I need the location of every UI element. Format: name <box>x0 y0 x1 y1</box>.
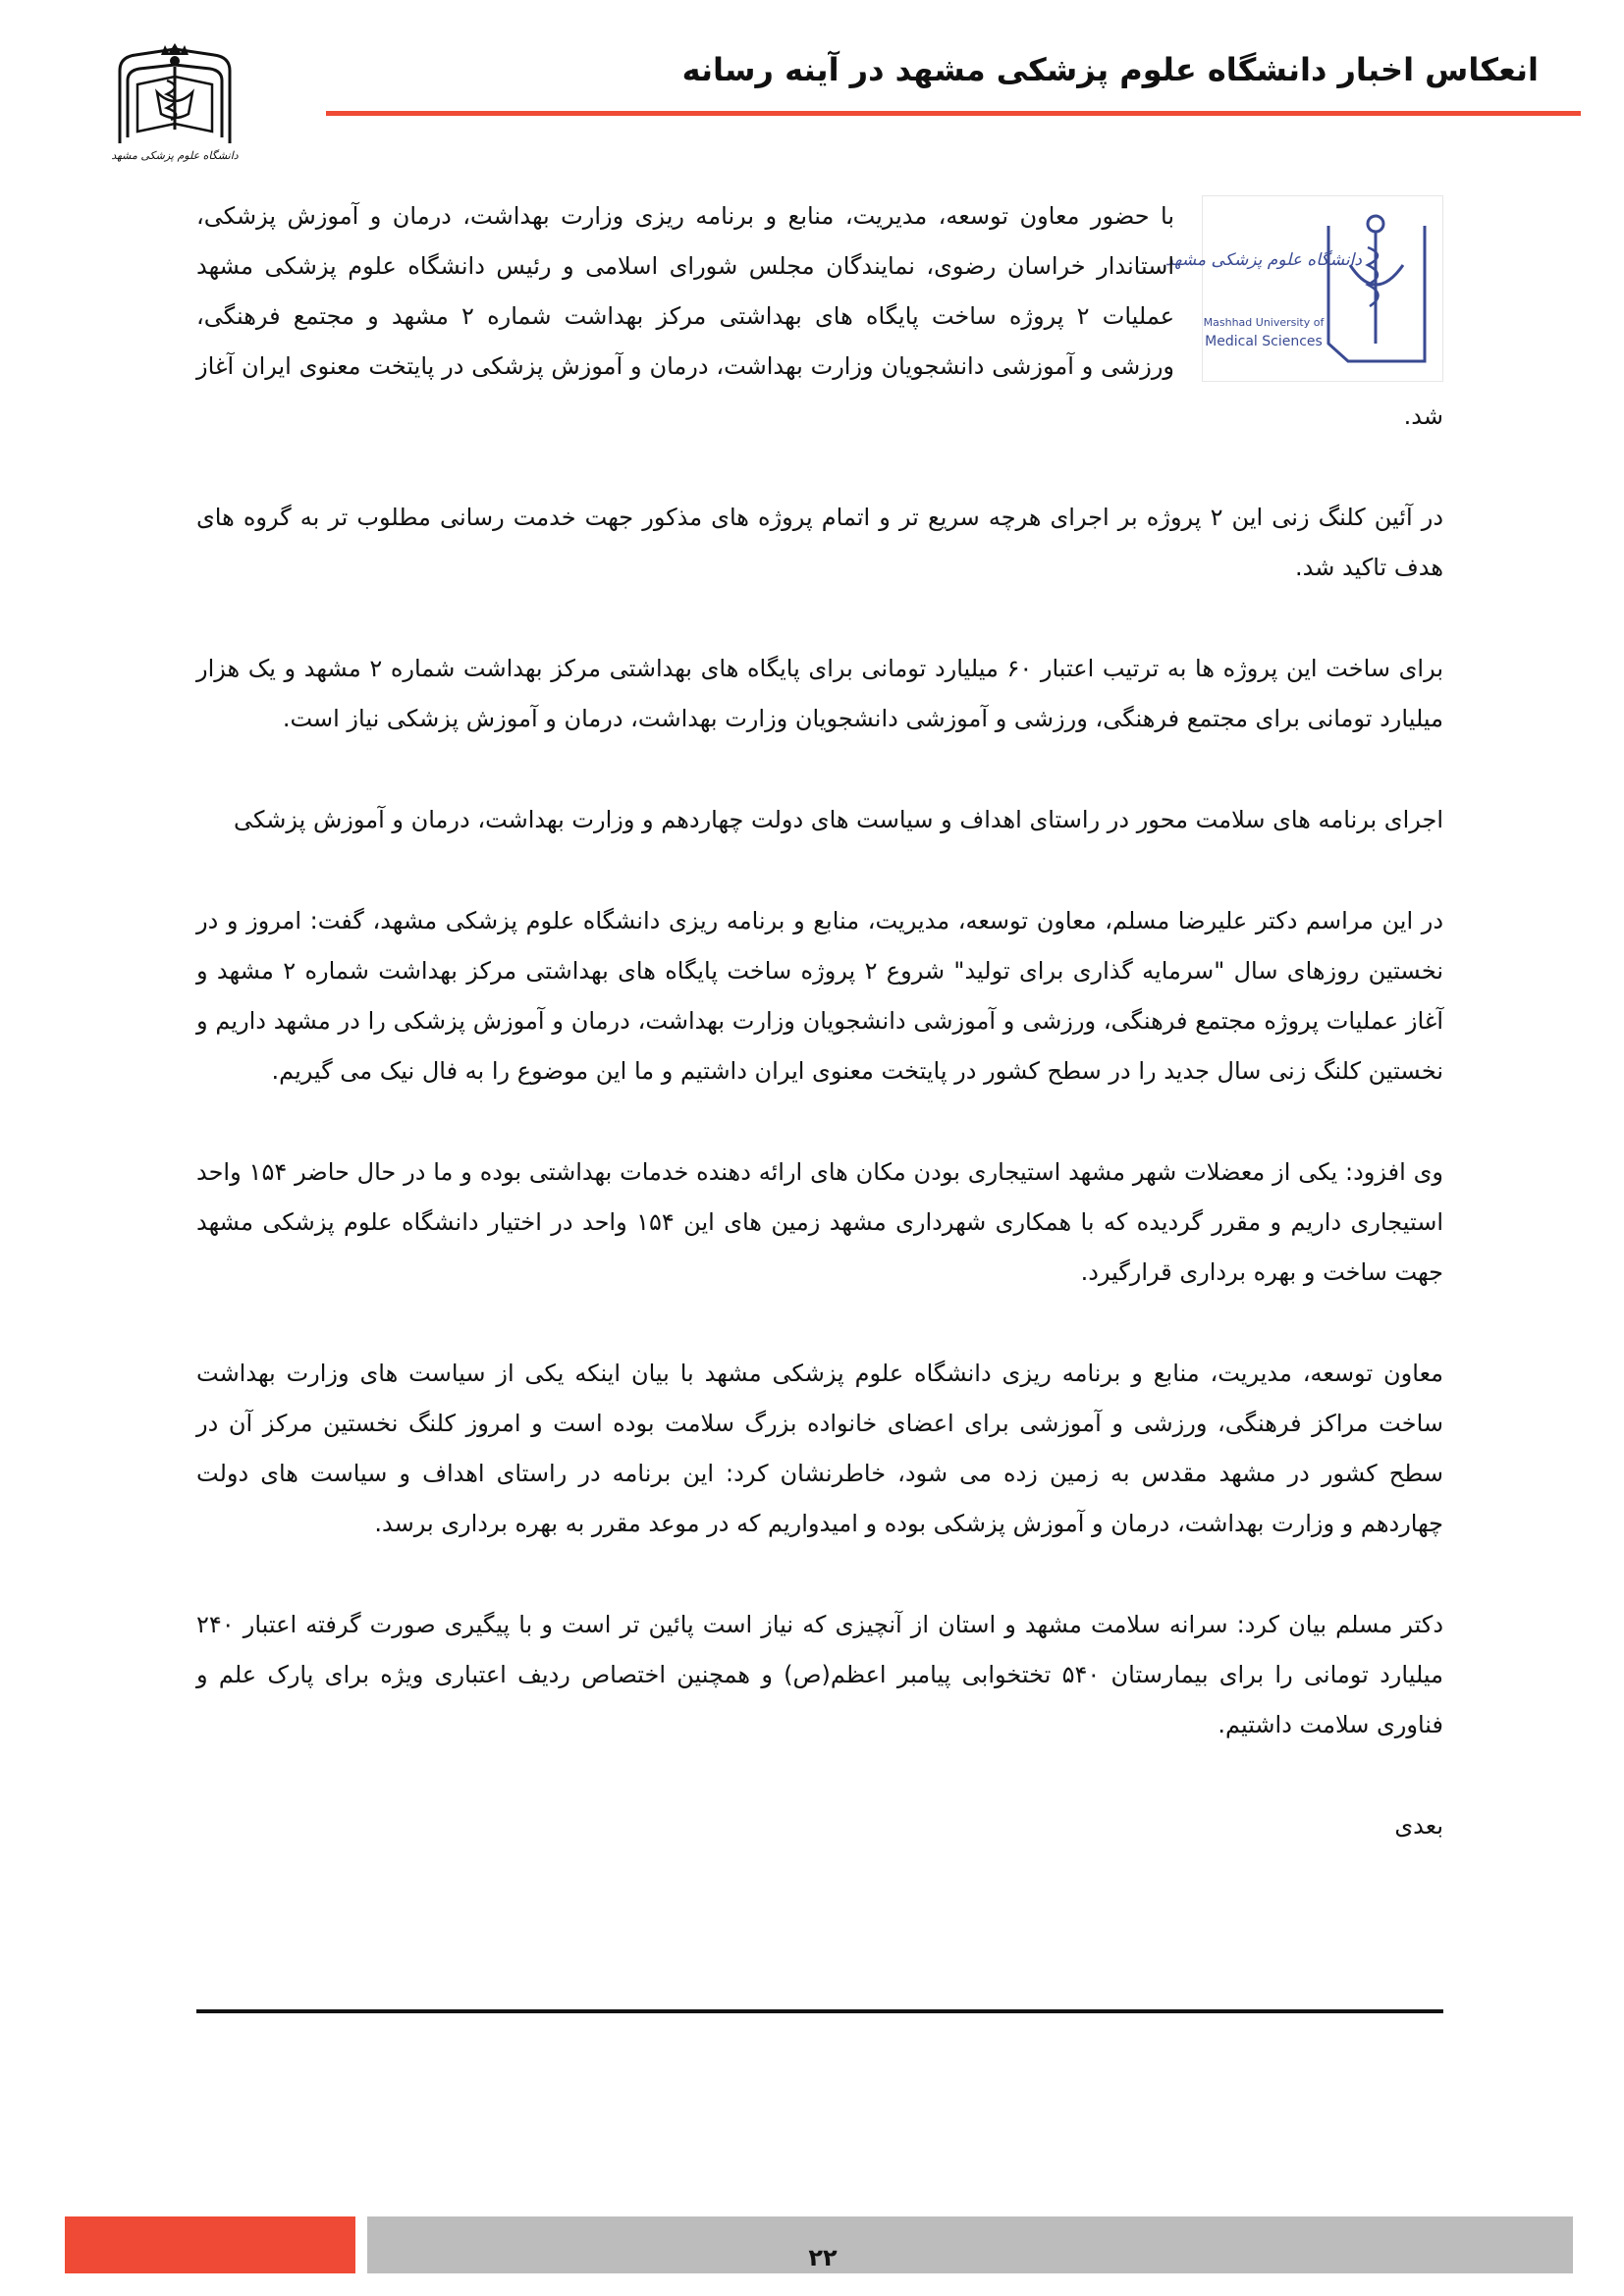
university-logo-graphic <box>106 41 244 167</box>
article-end-rule <box>196 2009 1443 2013</box>
article-closing-word: بعدی <box>1394 1812 1443 1840</box>
page-header-title: انعکاس اخبار دانشگاه علوم پزشکی مشهد در آینه رسانه <box>681 51 1539 88</box>
article-paragraph-1 <box>196 191 1443 442</box>
header-rule <box>326 111 1581 116</box>
article-paragraph-6: وی افزود: یکی از معضلات شهر مشهد استیجاری بودن مکان های ارائه دهنده خدمات بهداشتی بوده و ما در حال حاضر ۱۵۴ واحد استیجاری داریم و مقرر گردیده که با همکاری شهرداری مشهد زمین های این ۱۵۴ واحد در اختیار دانشگاه علوم پزشکی مشهد جهت ساخت و بهره برداری قرارگیرد. <box>196 1158 1443 1286</box>
article-paragraph-7: معاون توسعه، مدیریت، منابع و برنامه ریزی دانشگاه علوم پزشکی مشهد با بیان اینکه یکی از سیاست های وزارت بهداشت ساخت مراکز فرهنگی، ورزشی و آموزشی برای اعضای خانواده بزرگ سلامت بوده است و امروز کلنگ نخستین مرکز آن در سطح کشور در مشهد مقدس به زمین زده می شود، خاطرنشان کرد: این برنامه در راستای اهداف و سیاست های دولت چهاردهم و وزارت بهداشت، درمان و آموزش پزشکی بوده و امیدواریم که در موعد مقرر به بهره برداری برسد. <box>196 1360 1443 1537</box>
university-logo-caption: دانشگاه علوم پزشکی مشهد <box>111 149 239 162</box>
article-paragraph-2: در آئین کلنگ زنی این ۲ پروژه بر اجرای هرچه سریع تر و اتمام پروژه های مذکور جهت خدمت رسانی مطلوب تر به گروه های هدف تاکید شد. <box>196 504 1444 581</box>
footer-gray-bar <box>367 2216 1573 2273</box>
university-logo <box>106 41 244 167</box>
article-logo-image <box>1165 195 1443 382</box>
footer-red-bar <box>65 2216 355 2273</box>
article-paragraph-3: برای ساخت این پروژه ها به ترتیب اعتبار ۶۰ میلیارد تومانی برای پایگاه های بهداشتی مرکز بهداشت شماره ۲ مشهد و یک هزار میلیارد تومانی برای مجتمع فرهنگی، ورزشی و آموزشی دانشجویان وزارت بهداشت، درمان و آموزش پزشکی نیاز است. <box>196 655 1443 732</box>
article-paragraph-5: در این مراسم دکتر علیرضا مسلم، معاون توسعه، مدیریت، منابع و برنامه ریزی دانشگاه علوم پزشکی مشهد، گفت: امروز و در نخستین روزهای سال "سرمایه گذاری برای تولید" شروع ۲ پروژه ساخت پایگاه های بهداشتی مرکز بهداشت شماره ۲ مشهد و آغاز عملیات پروژه مجتمع فرهنگی، ورزشی و آموزشی دانشجویان وزارت بهداشت، درمان و آموزش پزشکی را در مشهد داریم و نخستین کلنگ زنی سال جدید را در سطح کشور در پایتخت معنوی ایران داشتیم و ما این موضوع را به فال نیک می گیریم. <box>196 907 1444 1085</box>
article-paragraph-8: دکتر مسلم بیان کرد: سرانه سلامت مشهد و استان از آنچیزی که نیاز است پائین تر است و با پیگیری صورت گرفته اعتبار ۲۴۰ میلیارد تومانی را برای بیمارستان ۵۴۰ تختخوابی پیامبر اعظم(ص) و همچنین اختصاص ردیف اعتباری ویژه برای پارک علم و فناوری سلامت داشتیم. <box>196 1611 1443 1738</box>
page-number: ۲۲ <box>808 2244 838 2271</box>
article-paragraph-1-text: با حضور معاون توسعه، مدیریت، منابع و برنامه ریزی وزارت بهداشت، درمان و آموزش پزشکی، استاندار خراسان رضوی، نمایندگان مجلس شورای اسلامی و رئیس دانشگاه علوم پزشکی مشهد عملیات ۲ پروژه ساخت پایگاه های بهداشتی مرکز بهداشت شماره ۲ مشهد و مجتمع فرهنگی، ورزشی و آموزشی دانشجویان وزارت بهداشت، درمان و آموزش پزشکی در پایتخت معنوی ایران آغاز شد. <box>196 202 1443 430</box>
article-paragraph-4: اجرای برنامه های سلامت محور در راستای اهداف و سیاست های دولت چهاردهم و وزارت بهداشت، درمان و آموزش پزشکی <box>234 806 1443 833</box>
article-body <box>196 191 1443 1902</box>
article-logo-english-line-1: Mashhad University of <box>1203 316 1325 329</box>
article-logo-persian-text: دانشگاه علوم پزشکی مشهد <box>1165 250 1362 270</box>
article-logo-english-line-2: Medical Sciences <box>1205 334 1323 349</box>
